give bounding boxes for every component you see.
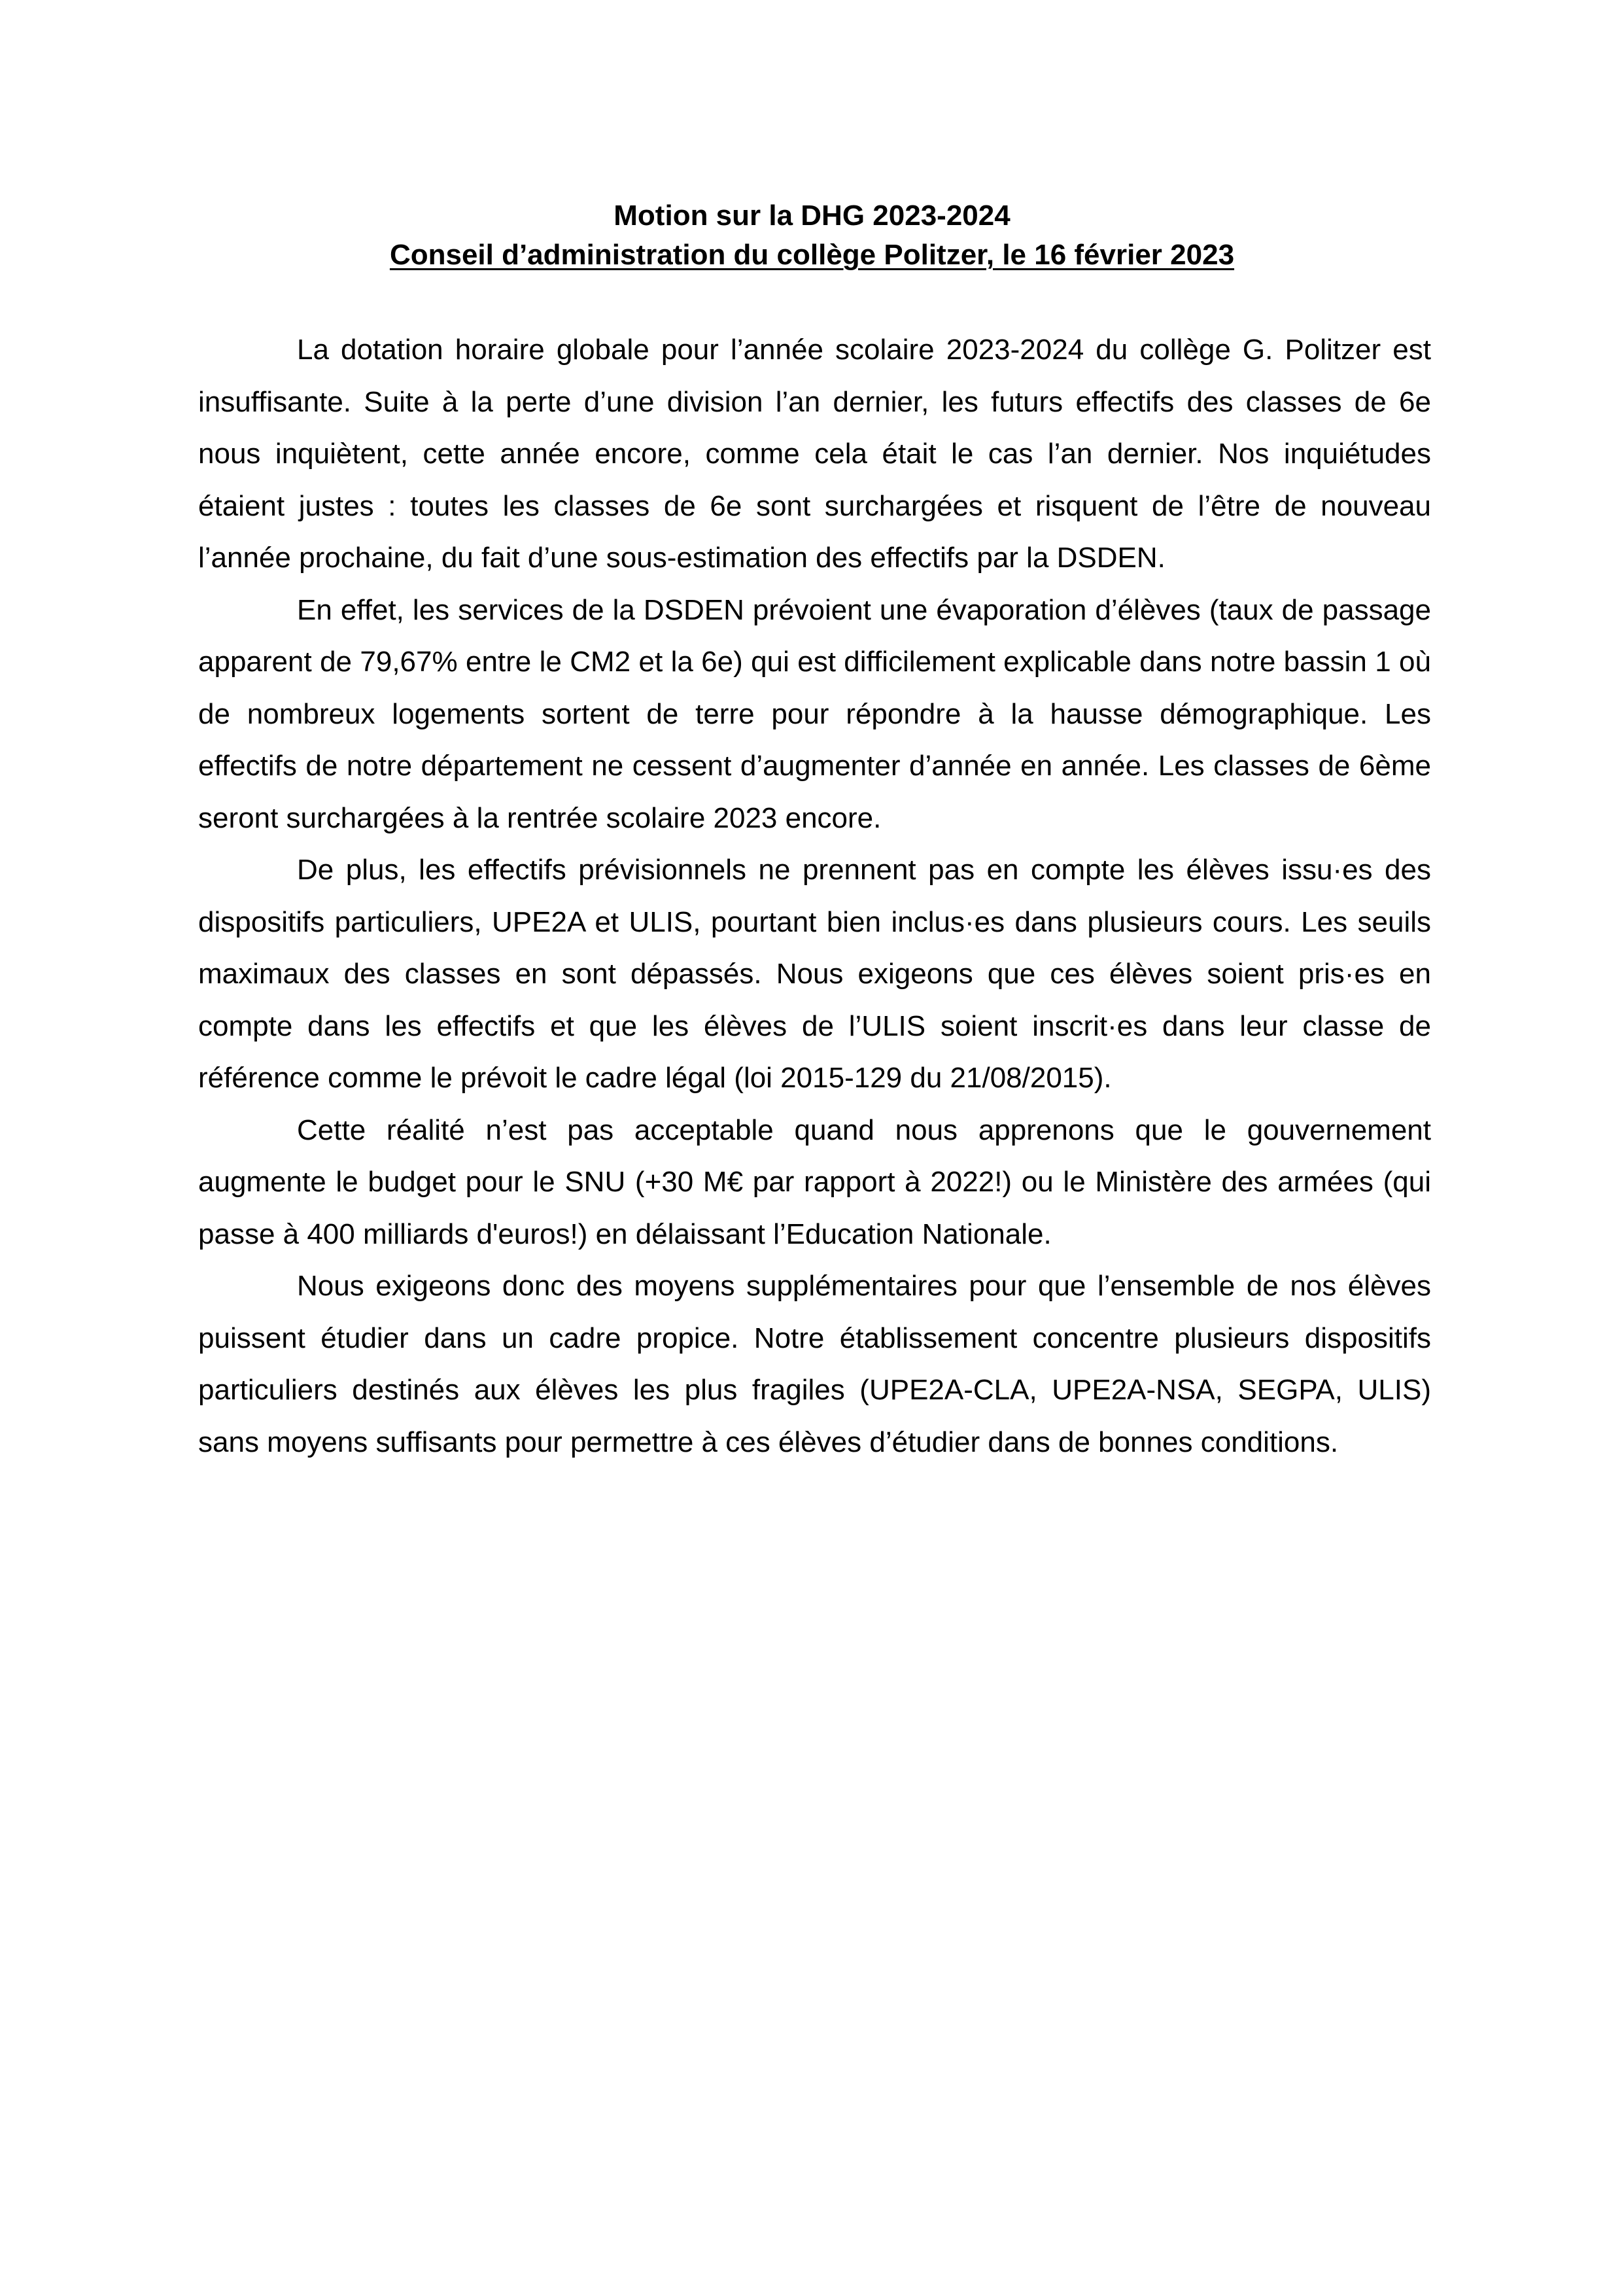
paragraph-2: En effet, les services de la DSDEN prévoient une évaporation d’élèves (taux de passage apparent de 79,67% entre le CM2 et la 6e) qui est difficilement explicable dans notre bassin 1 où de nombreux logements sortent de terre pour répondre à la hausse démographique. Les effectifs de notre département ne cessent d’augmenter d’année en année. Les classes de 6ème seront surchargées à la rentrée scolaire 2023 encore. (198, 593, 1431, 834)
document-title: Motion sur la DHG 2023-2024 (613, 200, 1011, 232)
paragraph-3: De plus, les effectifs prévisionnels ne prennent pas en compte les élèves issu·es des dispositifs particuliers, UPE2A et ULIS, pourtant bien inclus·es dans plusieurs cours. Les seuils maximaux des classes en sont dépassés. Nous exigeons que ces élèves soient pris·es en compte dans les effectifs et que les élèves de l’ULIS soient inscrit·es dans leur classe de référence comme le prévoit le cadre légal (loi 2015-129 du 21/08/2015). (198, 854, 1431, 1094)
paragraph-5: Nous exigeons donc des moyens supplémentaires pour que l’ensemble de nos élèves puissent étudier dans un cadre propice. Notre établissement concentre plusieurs dispositifs particuliers destinés aux élèves les plus fragiles (UPE2A-CLA, UPE2A-NSA, SEGPA, ULIS) sans moyens suffisants pour permettre à ces élèves d’étudier dans de bonnes conditions. (198, 1270, 1431, 1458)
document-subtitle: Conseil d’administration du collège Politzer, le 16 février 2023 (389, 239, 1235, 271)
paragraph-1: La dotation horaire globale pour l’année scolaire 2023-2024 du collège G. Politzer est insuffisante. Suite à la perte d’une division l’an dernier, les futurs effectifs des classes de 6e nous inquiètent, cette année encore, comme cela était le cas l’an dernier. Nos inquiétudes étaient justes : toutes les classes de 6e sont surchargées et risquent de l’être de nouveau l’année prochaine, du fait d’une sous-estimation des effectifs par la DSDEN. (198, 334, 1431, 574)
document-body (198, 324, 1431, 1468)
paragraph-4: Cette réalité n’est pas acceptable quand nous apprenons que le gouvernement augmente le budget pour le SNU (+30 M€ par rapport à 2022!) ou le Ministère des armées (qui passe à 400 milliards d'euros!) en délaissant l’Education Nationale. (198, 1113, 1431, 1250)
document-header (0, 196, 1624, 275)
